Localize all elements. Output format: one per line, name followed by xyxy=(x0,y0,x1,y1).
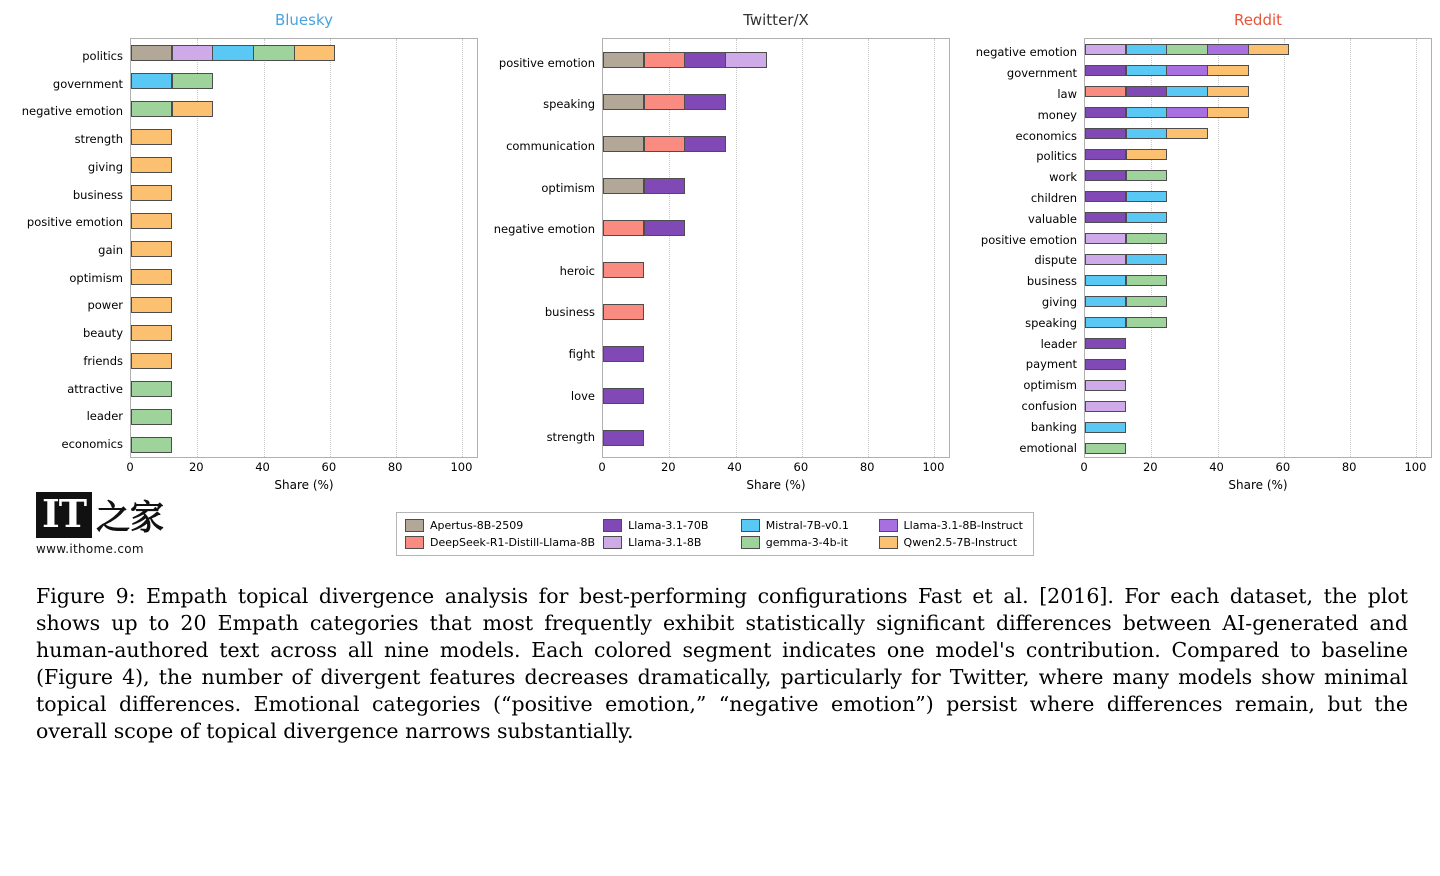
bar-segment xyxy=(1126,44,1167,56)
bar-segment xyxy=(131,185,172,200)
y-axis-tick-label: negative emotion xyxy=(975,45,1077,60)
plot-area xyxy=(1084,38,1432,458)
bar-segment xyxy=(725,52,766,68)
x-axis xyxy=(126,458,478,476)
legend-label: Mistral-7B-v0.1 xyxy=(765,519,849,532)
bar-segment xyxy=(1085,401,1126,413)
legend-item xyxy=(879,519,1023,532)
y-axis-tick-label: emotional xyxy=(1019,440,1077,455)
bar-row xyxy=(603,346,644,362)
bar-row xyxy=(131,353,172,368)
x-axis-tick-label: 20 xyxy=(1142,460,1158,474)
y-axis-tick-label: banking xyxy=(1030,419,1077,434)
bar-row xyxy=(131,185,172,200)
bar-row xyxy=(603,262,644,278)
gridline xyxy=(1284,39,1286,457)
x-axis-tick-label: 0 xyxy=(598,460,606,474)
y-axis-labels xyxy=(493,38,602,458)
y-axis-tick-label: economics xyxy=(1015,128,1077,143)
x-axis-tick-label: 60 xyxy=(1275,460,1291,474)
bar-segment xyxy=(684,136,725,152)
legend-item xyxy=(603,536,733,549)
y-axis-tick-label: work xyxy=(1049,170,1077,185)
gridline xyxy=(1416,39,1418,457)
gridline xyxy=(1151,39,1153,457)
y-axis-tick-label: payment xyxy=(1025,357,1077,372)
bar-segment xyxy=(131,381,172,396)
y-axis-tick-label: positive emotion xyxy=(26,215,123,230)
bar-segment xyxy=(1085,212,1126,224)
x-axis-tick-label: 100 xyxy=(1404,460,1427,474)
legend-swatch xyxy=(879,536,898,549)
bar-segment xyxy=(1166,65,1207,77)
bar-row xyxy=(131,437,172,452)
x-axis-tick-label: 20 xyxy=(660,460,676,474)
bar-segment xyxy=(1085,86,1126,98)
chart-panel-reddit xyxy=(976,10,1432,492)
legend-swatch xyxy=(405,519,424,532)
bar-row xyxy=(131,129,172,144)
y-axis-tick-label: politics xyxy=(82,48,123,63)
bar-segment xyxy=(1207,86,1248,98)
bar-segment xyxy=(603,304,644,320)
bar-segment xyxy=(644,94,685,110)
legend-label: Apertus-8B-2509 xyxy=(430,519,524,532)
bar-segment xyxy=(131,45,172,60)
bar-segment xyxy=(603,346,644,362)
bar-segment xyxy=(1085,443,1126,455)
bar-segment xyxy=(1085,107,1126,119)
bar-segment xyxy=(1126,149,1167,161)
bar-segment xyxy=(131,213,172,228)
figure-caption-text: Figure 9: Empath topical divergence analysis for best-performing configurations Fast et al. [2016]. For each dataset, the plot shows up to 20 Empath categories that most frequently exhibit statistically significant differences between AI-generated and human-authored text across all nine models. Each colored segment indicates one model's contribution. Compared to baseline (Figure 4), the number of divergent features decreases dramatically, particularly for Twitter, where many models show minimal topical differences. Emotional categories (“positive emotion,” “negative emotion”) persist where differences remain, but the overall scope of topical divergence narrows substantially. xyxy=(36,584,1408,744)
bar-segment xyxy=(1085,296,1126,308)
bar-segment xyxy=(1085,422,1126,434)
y-axis-tick-label: speaking xyxy=(1025,315,1077,330)
y-axis-tick-label: beauty xyxy=(82,326,123,341)
x-axis-tick-label: 40 xyxy=(255,460,270,474)
bar-segment xyxy=(1085,275,1126,287)
bar-row xyxy=(131,213,172,228)
legend-label: Llama-3.1-8B xyxy=(628,536,702,549)
legend-swatch xyxy=(879,519,898,532)
chart-panel-twitter-x xyxy=(493,10,950,492)
bar-segment xyxy=(1126,275,1167,287)
bar-row xyxy=(131,157,172,172)
bar-segment xyxy=(1085,65,1126,77)
y-axis-tick-label: love xyxy=(570,388,595,403)
x-axis-tick-label: 100 xyxy=(450,460,473,474)
bar-segment xyxy=(603,52,644,68)
bar-segment xyxy=(131,101,172,116)
bar-segment xyxy=(1126,107,1167,119)
legend-label: Llama-3.1-70B xyxy=(628,519,709,532)
bar-row xyxy=(1085,65,1249,77)
bar-segment xyxy=(603,388,644,404)
y-axis-tick-label: giving xyxy=(87,159,123,174)
bar-segment xyxy=(1126,65,1167,77)
bar-segment xyxy=(603,136,644,152)
legend-label: DeepSeek-R1-Distill-Llama-8B xyxy=(430,536,596,549)
y-axis-tick-label: communication xyxy=(506,138,595,153)
bar-segment xyxy=(131,353,172,368)
bar-row xyxy=(131,241,172,256)
bar-segment xyxy=(131,129,172,144)
bar-segment xyxy=(1166,107,1207,119)
plot-area xyxy=(130,38,478,458)
bar-segment xyxy=(644,220,685,236)
legend-swatch xyxy=(603,536,622,549)
legend-swatch xyxy=(603,519,622,532)
y-axis-tick-label: optimism xyxy=(1023,378,1077,393)
y-axis-tick-label: heroic xyxy=(559,263,595,278)
y-axis-tick-label: giving xyxy=(1041,294,1077,309)
bar-segment xyxy=(603,262,644,278)
x-axis xyxy=(598,458,950,476)
gridline xyxy=(934,39,936,457)
bar-row xyxy=(603,178,685,194)
legend-item xyxy=(879,536,1023,549)
bar-row xyxy=(131,73,213,88)
y-axis-labels xyxy=(976,38,1084,458)
bar-row xyxy=(603,52,767,68)
x-axis-tick-label: 80 xyxy=(387,460,403,474)
y-axis-tick-label: government xyxy=(52,76,123,91)
x-axis-tick-label: 20 xyxy=(188,460,204,474)
bar-segment xyxy=(131,157,172,172)
bar-segment xyxy=(603,94,644,110)
bar-segment xyxy=(1166,44,1207,56)
bar-segment xyxy=(1085,170,1126,182)
gridline xyxy=(802,39,804,457)
y-axis-tick-label: speaking xyxy=(543,97,595,112)
bar-row xyxy=(1085,317,1167,329)
bar-segment xyxy=(603,178,644,194)
bar-segment xyxy=(1126,296,1167,308)
bar-segment xyxy=(1085,44,1126,56)
y-axis-tick-label: children xyxy=(1030,190,1077,205)
x-axis-title: Share (%) xyxy=(274,478,334,492)
y-axis-tick-label: leader xyxy=(86,409,123,424)
legend-swatch xyxy=(741,536,760,549)
bar-segment xyxy=(1248,44,1289,56)
plot-area xyxy=(602,38,950,458)
bar-segment xyxy=(1126,170,1167,182)
bar-row xyxy=(1085,212,1167,224)
x-axis xyxy=(1080,458,1432,476)
y-axis-tick-label: government xyxy=(1006,66,1077,81)
bar-segment xyxy=(294,45,335,60)
bar-segment xyxy=(131,409,172,424)
y-axis-tick-label: optimism xyxy=(541,180,595,195)
x-axis-tick-label: 40 xyxy=(727,460,742,474)
gridline xyxy=(736,39,738,457)
y-axis-tick-label: friends xyxy=(83,353,123,368)
bar-row xyxy=(603,94,726,110)
y-axis-tick-label: law xyxy=(1057,86,1077,101)
y-axis-tick-label: leader xyxy=(1040,336,1077,351)
bar-row xyxy=(131,325,172,340)
bar-row xyxy=(1085,233,1167,245)
x-axis-title: Share (%) xyxy=(1228,478,1288,492)
legend-label: Llama-3.1-8B-Instruct xyxy=(903,519,1023,532)
bar-row xyxy=(131,45,335,60)
bar-segment xyxy=(1126,317,1167,329)
bar-row xyxy=(1085,296,1167,308)
gridline xyxy=(462,39,464,457)
x-axis-title: Share (%) xyxy=(746,478,806,492)
legend-item xyxy=(741,536,871,549)
bar-row xyxy=(1085,401,1126,413)
legend-item xyxy=(405,536,595,549)
gridline xyxy=(1350,39,1352,457)
bar-segment xyxy=(131,73,172,88)
gridline xyxy=(868,39,870,457)
legend-label: gemma-3-4b-it xyxy=(765,536,848,549)
chart-panel-bluesky xyxy=(8,10,478,492)
bar-segment xyxy=(1166,128,1207,140)
bar-row xyxy=(1085,443,1126,455)
x-axis-tick-label: 100 xyxy=(922,460,945,474)
bar-segment xyxy=(644,52,685,68)
bar-segment xyxy=(644,178,685,194)
bar-segment xyxy=(1085,233,1126,245)
bar-segment xyxy=(1085,191,1126,203)
x-axis-tick-label: 0 xyxy=(1080,460,1088,474)
y-axis-tick-label: attractive xyxy=(67,381,123,396)
legend-item xyxy=(405,519,595,532)
y-axis-tick-label: business xyxy=(1026,274,1077,289)
bar-row xyxy=(1085,359,1126,371)
chart-legend xyxy=(396,512,1034,556)
bar-row xyxy=(603,304,644,320)
x-axis-tick-label: 60 xyxy=(793,460,809,474)
legend-item xyxy=(603,519,733,532)
bar-segment xyxy=(172,45,213,60)
bar-segment xyxy=(1085,254,1126,266)
x-axis-tick-label: 80 xyxy=(859,460,875,474)
bar-segment xyxy=(1126,128,1167,140)
bar-row xyxy=(1085,107,1249,119)
bar-row xyxy=(603,430,644,446)
y-axis-tick-label: valuable xyxy=(1028,211,1077,226)
y-axis-tick-label: money xyxy=(1037,107,1077,122)
legend-label: Qwen2.5-7B-Instruct xyxy=(903,536,1018,549)
bar-row xyxy=(1085,380,1126,392)
bar-segment xyxy=(172,101,213,116)
bar-segment xyxy=(1207,44,1248,56)
bar-segment xyxy=(1085,128,1126,140)
y-axis-tick-label: fight xyxy=(568,346,595,361)
bar-segment xyxy=(603,220,644,236)
bar-segment xyxy=(1085,149,1126,161)
bar-segment xyxy=(1126,191,1167,203)
y-axis-tick-label: business xyxy=(544,305,595,320)
bar-row xyxy=(131,381,172,396)
x-axis-tick-label: 80 xyxy=(1341,460,1357,474)
y-axis-tick-label: dispute xyxy=(1034,253,1077,268)
bar-row xyxy=(603,136,726,152)
bar-segment xyxy=(1207,107,1248,119)
figure-caption xyxy=(36,583,1408,745)
bar-segment xyxy=(1207,65,1248,77)
bar-row xyxy=(603,220,685,236)
bar-segment xyxy=(131,325,172,340)
bar-row xyxy=(1085,170,1167,182)
panel-title: Twitter/X xyxy=(743,11,809,29)
bar-segment xyxy=(1126,86,1167,98)
bar-segment xyxy=(131,297,172,312)
y-axis-tick-label: strength xyxy=(74,132,123,147)
y-axis-tick-label: optimism xyxy=(69,270,123,285)
y-axis-tick-label: positive emotion xyxy=(498,55,595,70)
bar-row xyxy=(1085,86,1249,98)
watermark xyxy=(36,492,236,556)
bar-segment xyxy=(603,430,644,446)
y-axis-tick-label: confusion xyxy=(1021,398,1077,413)
x-axis-tick-label: 60 xyxy=(321,460,337,474)
bar-segment xyxy=(1126,212,1167,224)
legend-swatch xyxy=(405,536,424,549)
gridline xyxy=(396,39,398,457)
bar-segment xyxy=(131,437,172,452)
panel-title: Reddit xyxy=(1233,11,1283,29)
bar-row xyxy=(1085,44,1289,56)
bar-segment xyxy=(1126,254,1167,266)
bar-row xyxy=(131,297,172,312)
y-axis-labels xyxy=(8,38,130,458)
bar-segment xyxy=(131,241,172,256)
watermark-url: www.ithome.com xyxy=(36,542,144,556)
bar-row xyxy=(603,388,644,404)
bar-segment xyxy=(172,73,213,88)
y-axis-tick-label: gain xyxy=(98,243,123,257)
gridline xyxy=(1218,39,1220,457)
bar-row xyxy=(131,409,172,424)
y-axis-tick-label: economics xyxy=(61,437,123,452)
x-axis-tick-label: 40 xyxy=(1209,460,1224,474)
bar-segment xyxy=(644,136,685,152)
bar-row xyxy=(1085,422,1126,434)
y-axis-tick-label: negative emotion xyxy=(21,104,123,119)
bar-row xyxy=(1085,128,1208,140)
bar-segment xyxy=(1085,359,1126,371)
bar-segment xyxy=(1085,380,1126,392)
y-axis-tick-label: business xyxy=(72,187,123,202)
y-axis-tick-label: politics xyxy=(1036,149,1077,164)
bar-segment xyxy=(1126,233,1167,245)
bar-segment xyxy=(212,45,253,60)
bar-row xyxy=(1085,338,1126,350)
legend-swatch xyxy=(741,519,760,532)
y-axis-tick-label: positive emotion xyxy=(980,232,1077,247)
bar-row xyxy=(1085,254,1167,266)
bar-segment xyxy=(131,269,172,284)
panel-title: Bluesky xyxy=(274,11,334,29)
gridline xyxy=(264,39,266,457)
legend-item xyxy=(741,519,871,532)
bar-segment xyxy=(1085,317,1126,329)
bar-segment xyxy=(253,45,294,60)
y-axis-tick-label: strength xyxy=(546,430,595,445)
y-axis-tick-label: power xyxy=(87,298,123,313)
bar-row xyxy=(1085,191,1167,203)
bar-row xyxy=(1085,149,1167,161)
bar-segment xyxy=(1085,338,1126,350)
x-axis-tick-label: 0 xyxy=(126,460,134,474)
bar-segment xyxy=(684,94,725,110)
y-axis-tick-label: negative emotion xyxy=(493,222,595,237)
bar-segment xyxy=(684,52,725,68)
bar-row xyxy=(131,269,172,284)
logo-cn-text: 之家 xyxy=(96,498,165,538)
gridline xyxy=(330,39,332,457)
logo-it-text: IT xyxy=(36,492,92,538)
bar-row xyxy=(1085,275,1167,287)
bar-segment xyxy=(1166,86,1207,98)
bar-row xyxy=(131,101,213,116)
